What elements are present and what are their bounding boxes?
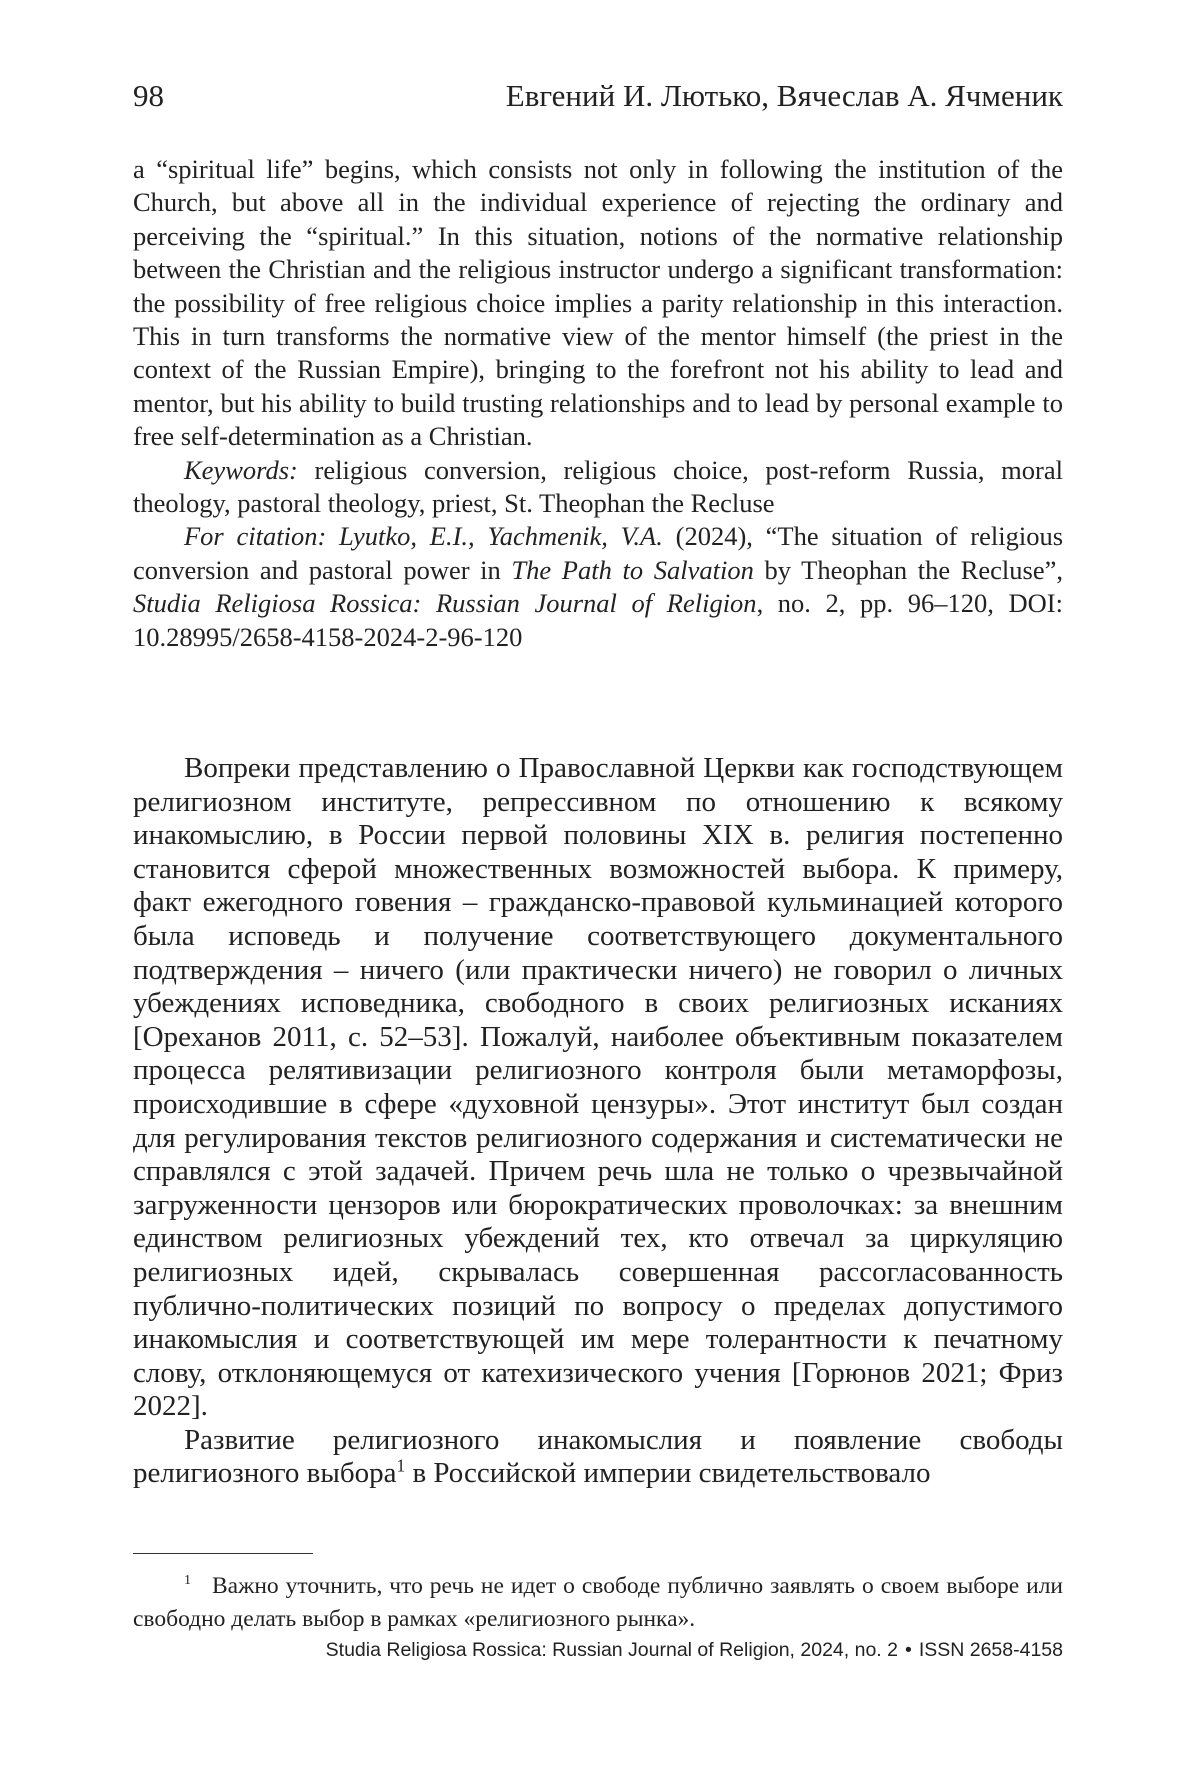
citation-year: (2024), “The situation of religious conversion and pastoral power in bbox=[133, 521, 1064, 585]
page-number: 98 bbox=[133, 78, 164, 113]
main-text bbox=[133, 752, 1063, 1491]
body-paragraph-1: Вопреки представлению о Православной Церкви как господствующем религиозном институте, репрессивном по отношению к всякому инакомыслию, в России первой половины XIX в. религия постепенно становится сферой множественных возможностей выбора. К примеру, факт ежегодного говения – гражданско-правовой кульминацией которого была исповедь и получение соответствующего документального подтверждения – ничего (или практически ничего) не говорил о личных убеждениях исповедника, свободного в своих религиозных исканиях [Ореханов 2011, с. 52–53]. Пожалуй, наиболее объективным показателем процесса релятивизации религиозного контроля были метаморфозы, происходившие в сфере «духовной цензуры». Этот институт был создан для регулирования текстов религиозного содержания и систематически не справлялся с этой задачей. Причем речь шла не только о чрезвычайной загруженности цензоров или бюрократических проволочках: за внешним единством религиозных убеждений тех, кто отвечал за циркуляцию религиозных идей, скрывалась совершенная рассогласованность публично-политических позиций по вопросу о пределах допустимого инакомыслия и соответствующей им мере толерантности к печатному слову, отклоняющемуся от катехизического учения [Горюнов 2021; Фриз 2022]. bbox=[133, 752, 1063, 1423]
keywords-label: Keywords: bbox=[184, 454, 298, 485]
running-header bbox=[133, 78, 1063, 128]
abstract-text: a “spiritual life” begins, which consists not only in following the institution of the Church, but above all in the individual experience of rejecting the ordinary and perceiving the “spiritual.” In this situation, notions of the normative relationship between the Christian and the religious instructor undergo a significant transformation: the possibility of free religious choice implies a parity relationship in this interaction. This in turn transforms the normative view of the mentor himself (the priest in the context of the Russian Empire), bringing to the forefront not his ability to lead and mentor, but his ability to build trusting relationships and to lead by personal example to free self-determination as a Christian. bbox=[133, 154, 1063, 452]
citation-after-title: by Theophan the Recluse”, bbox=[753, 554, 1064, 585]
footnote-text: Важно уточнить, что речь не идет о свободе публично заявлять о своем выборе или свободно делать выбор в рамках «религиозного рынка». bbox=[133, 1573, 1063, 1632]
footnote-number: 1 bbox=[184, 1572, 192, 1589]
keywords-text: religious conversion, religious choice, post-reform Russia, moral theology, pastoral theology, priest, St. Theophan the Recluse bbox=[133, 454, 1063, 519]
footer-journal-info: Studia Religiosa Rossica: Russian Journal of Religion, 2024, no. 2 bbox=[325, 1639, 898, 1661]
body-paragraph-2-start: Развитие религиозного инакомыслия и появление свободы религиозного выбора bbox=[133, 1423, 1063, 1490]
footnote-reference[interactable]: 1 bbox=[396, 1455, 406, 1476]
body-paragraph-2 bbox=[133, 1424, 1063, 1491]
page-footer bbox=[326, 1639, 1063, 1662]
citation-label: For citation: Lyutko, E.I., Yachmenik, V.A. bbox=[184, 521, 663, 552]
citation-paragraph bbox=[133, 520, 1063, 654]
footnote-paragraph bbox=[133, 1570, 1063, 1636]
body-paragraph-2-end: в Российской империи свидетельствовало bbox=[405, 1457, 931, 1490]
footer-issn: ISSN 2658-4158 bbox=[918, 1639, 1063, 1661]
abstract-section bbox=[133, 153, 1063, 654]
footer-separator: • bbox=[904, 1639, 912, 1661]
citation-tail: , no. 2, pp. 96–120, DOI: 10.28995/2658-4158-2024-2-96-120 bbox=[133, 588, 1063, 652]
citation-journal: Studia Religiosa Rossica: Russian Journal of Religion bbox=[133, 588, 757, 619]
keywords-paragraph bbox=[133, 454, 1063, 521]
footnote-divider bbox=[133, 1553, 313, 1554]
author-names: Евгений И. Лютько, Вячеслав А. Ячменик bbox=[505, 78, 1063, 113]
footnote bbox=[133, 1570, 1063, 1636]
citation-work-title: The Path to Salvation bbox=[511, 554, 754, 585]
